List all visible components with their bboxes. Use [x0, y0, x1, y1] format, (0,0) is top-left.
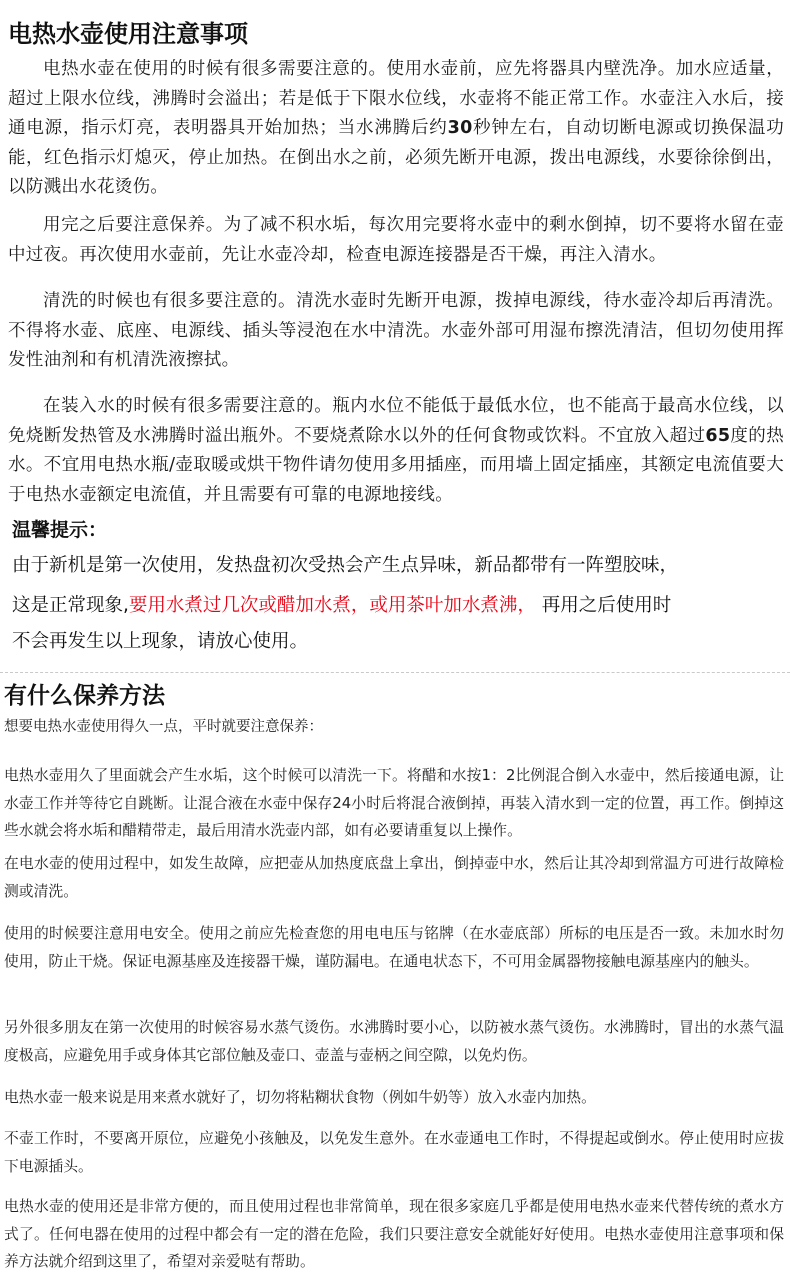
paragraph-usage-number: 30 [447, 118, 473, 138]
section-title-precautions: 电热水壶使用注意事项 [8, 20, 248, 48]
paragraph-water-filling-text-a: 在装入水的时候有很多需要注意的。瓶内水位不能低于最低水位，也不能高于最高水位线，以免烧断发热管及水沸腾时溢出瓶外。不要烧煮除水以外的任何食物或饮料。不宜放入超过 [8, 396, 784, 446]
care-paragraph-steam-burns: 另外很多朋友在第一次使用的时候容易水蒸气烫伤。水沸腾时要小心，以防被水蒸气烫伤。水沸腾时，冒出的水蒸气温度极高，应避免用手或身体其它部位触及壶口、壶盖与壶柄之间空隙，以免灼伤。 [4, 1019, 784, 1064]
section-title-care-methods: 有什么保养方法 [4, 683, 165, 709]
care-paragraph-descaling: 电热水壶用久了里面就会产生水垢，这个时候可以清洗一下。将醋和水按1：2比例混合倒入水壶中，然后接通电源，让水壶工作并等待它自跳断。让混合液在水壶中保存24小时后将混合液倒掉，再装入清水到一定的位置，再工作。倒掉这些水就会将水垢和醋精带走，最后用清水洗壶内部，如有必要请重复以上操作。 [4, 767, 784, 839]
paragraph-usage [8, 55, 784, 203]
care-paragraph-conclusion: 电热水壶的使用还是非常方便的，而且使用过程也非常简单，现在很多家庭几乎都是使用电热水壶来代替传统的煮水方式了。任何电器在使用的过程中都会有一定的潜在危险，我们只要注意安全就能好好使用。电热水壶使用注意事项和保养方法就介绍到这里了，希望对亲爱哒有帮助。 [4, 1198, 784, 1270]
care-paragraph-electrical-safety: 使用的时候要注意用电安全。使用之前应先检查您的用电电压与铭牌（在水壶底部）所标的电压是否一致。未加水时勿使用，防止干烧。保证电源基座及连接器干燥，谨防漏电。在通电状态下，不可用金属器物接触电源基座内的触头。 [4, 925, 784, 970]
tip-line-2 [12, 591, 671, 621]
tip-line-2-black: 这是正常现象, [12, 595, 129, 616]
tip-heading: 温馨提示： [12, 519, 108, 541]
paragraph-maintenance: 用完之后要注意保养。为了减不积水垢，每次用完要将水壶中的剩水倒掉，切不要将水留在壶中过夜。再次使用水壶前，先让水壶冷却，检查电源连接器是否干燥，再注入清水。 [8, 215, 784, 265]
tip-line-2-red-highlight: 要用水煮过几次或醋加水煮，或用茶叶加水煮沸， [128, 595, 536, 616]
paragraph-water-filling [8, 392, 784, 510]
tip-line-3: 不会再发生以上现象，请放心使用。 [12, 631, 309, 652]
paragraph-water-filling-number: 65 [705, 425, 731, 446]
care-paragraph-supervision: 不壶工作时，不要离开原位，应避免小孩触及，以免发生意外。在水壶通电工作时，不得提起或倒水。停止使用时应拔下电源插头。 [4, 1130, 784, 1175]
paragraph-water-filling-text-b: 度的热水。不宜用电热水瓶/壶取暖或烘干物件请勿使用多用插座，而用墙上固定插座，其额定电流值要大于电热水壶额定电流值，并且需要有可靠的电源地接线。 [8, 425, 784, 505]
paragraph-usage-text-a: 电热水壶在使用的时候有很多需要注意的。使用水壶前，应先将器具内壁洗净。加水应适量，超过上限水位线，沸腾时会溢出；若是低于下限水位线，水壶将不能正常工作。水壶注入水后，接通电源，指示灯亮，表明器具开始加热；当水沸腾后约 [8, 59, 784, 138]
care-paragraph-food: 电热水壶一般来说是用来煮水就好了，切勿将粘糊状食物（例如牛奶等）放入水壶内加热。 [4, 1089, 596, 1106]
section-intro: 想要电热水壶使用得久一点，平时就要注意保养： [4, 719, 323, 735]
paragraph-cleaning: 清洗的时候也有很多要注意的。清洗水壶时先断开电源，拨掉电源线，待水壶冷却后再清洗。不得将水壶、底座、电源线、插头等浸泡在水中清洗。水壶外部可用湿布擦洗清洁，但切勿使用挥发性油剂和有机清洗液擦拭。 [8, 291, 784, 370]
tip-line-1: 由于新机是第一次使用，发热盘初次受热会产生点异味，新品都带有一阵塑胶味， [12, 555, 679, 576]
section-divider [0, 672, 790, 673]
paragraph-usage-text-b: 秒钟左右，自动切断电源或切换保温功能，红色指示灯熄灭，停止加热。在倒出水之前，必须先断开电源，拨出电源线，水要徐徐倒出，以防溅出水花烫伤。 [8, 118, 784, 197]
care-paragraph-malfunction: 在电水壶的使用过程中，如发生故障，应把壶从加热度底盘上拿出，倒掉壶中水，然后让其冷却到常温方可进行故障检测或清洗。 [4, 855, 784, 900]
tip-line-2-tail: 再用之后使用时 [535, 595, 672, 616]
